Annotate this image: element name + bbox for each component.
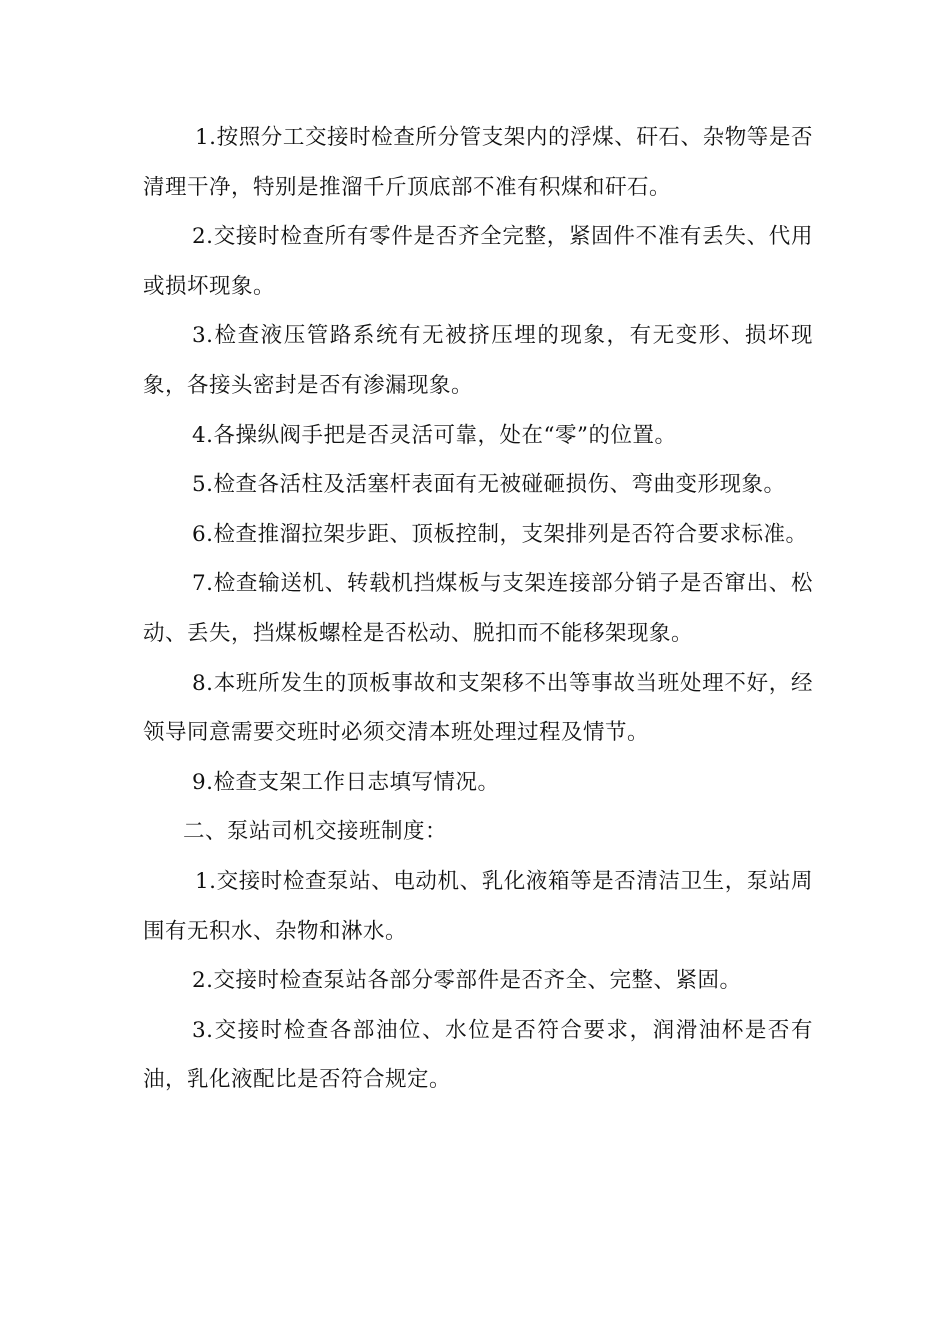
paragraph-support-item-3: 3.检查液压管路系统有无被挤压埋的现象，有无变形、损坏现象，各接头密封是否有渗漏现象。 [143,323,813,398]
paragraph-support-item-5: 5.检查各活柱及活塞杆表面有无被碰砸损伤、弯曲变形现象。 [192,472,786,498]
section-heading-pump-station: 二、泵站司机交接班制度： [183,819,448,845]
paragraph-support-item-9: 9.检查支架工作日志填写情况。 [192,769,500,795]
paragraph-support-item-8: 8.本班所发生的顶板事故和支架移不出等事故当班处理不好，经领导同意需要交班时必须交清本班处理过程及情节。 [143,670,813,746]
paragraph-support-item-4: 4.各操纵阀手把是否灵活可靠，处在“零”的位置。 [192,422,677,448]
paragraph-support-item-2: 2.交接时检查所有零件是否齐全完整，紧固件不准有丢失、代用或损坏现象。 [143,224,813,299]
paragraph-support-item-1: 1.按照分工交接时检查所分管支架内的浮煤、矸石、杂物等是否清理干净，特别是推溜千斤顶底部不准有积煤和矸石。 [143,125,813,200]
paragraph-pump-item-1: 1.交接时检查泵站、电动机、乳化液箱等是否清洁卫生，泵站周围有无积水、杂物和淋水。 [143,868,813,944]
paragraph-support-item-6: 6.检查推溜拉架步距、顶板控制，支架排列是否符合要求标准。 [192,521,808,547]
paragraph-support-item-7: 7.检查输送机、转载机挡煤板与支架连接部分销子是否窜出、松动、丢失，挡煤板螺栓是否松动、脱扣而不能移架现象。 [143,571,813,646]
document-page [143,113,813,1105]
paragraph-pump-item-2: 2.交接时检查泵站各部分零部件是否齐全、完整、紧固。 [192,968,742,994]
paragraph-pump-item-3: 3.交接时检查各部油位、水位是否符合要求，润滑油杯是否有油，乳化液配比是否符合规定。 [143,1017,813,1093]
